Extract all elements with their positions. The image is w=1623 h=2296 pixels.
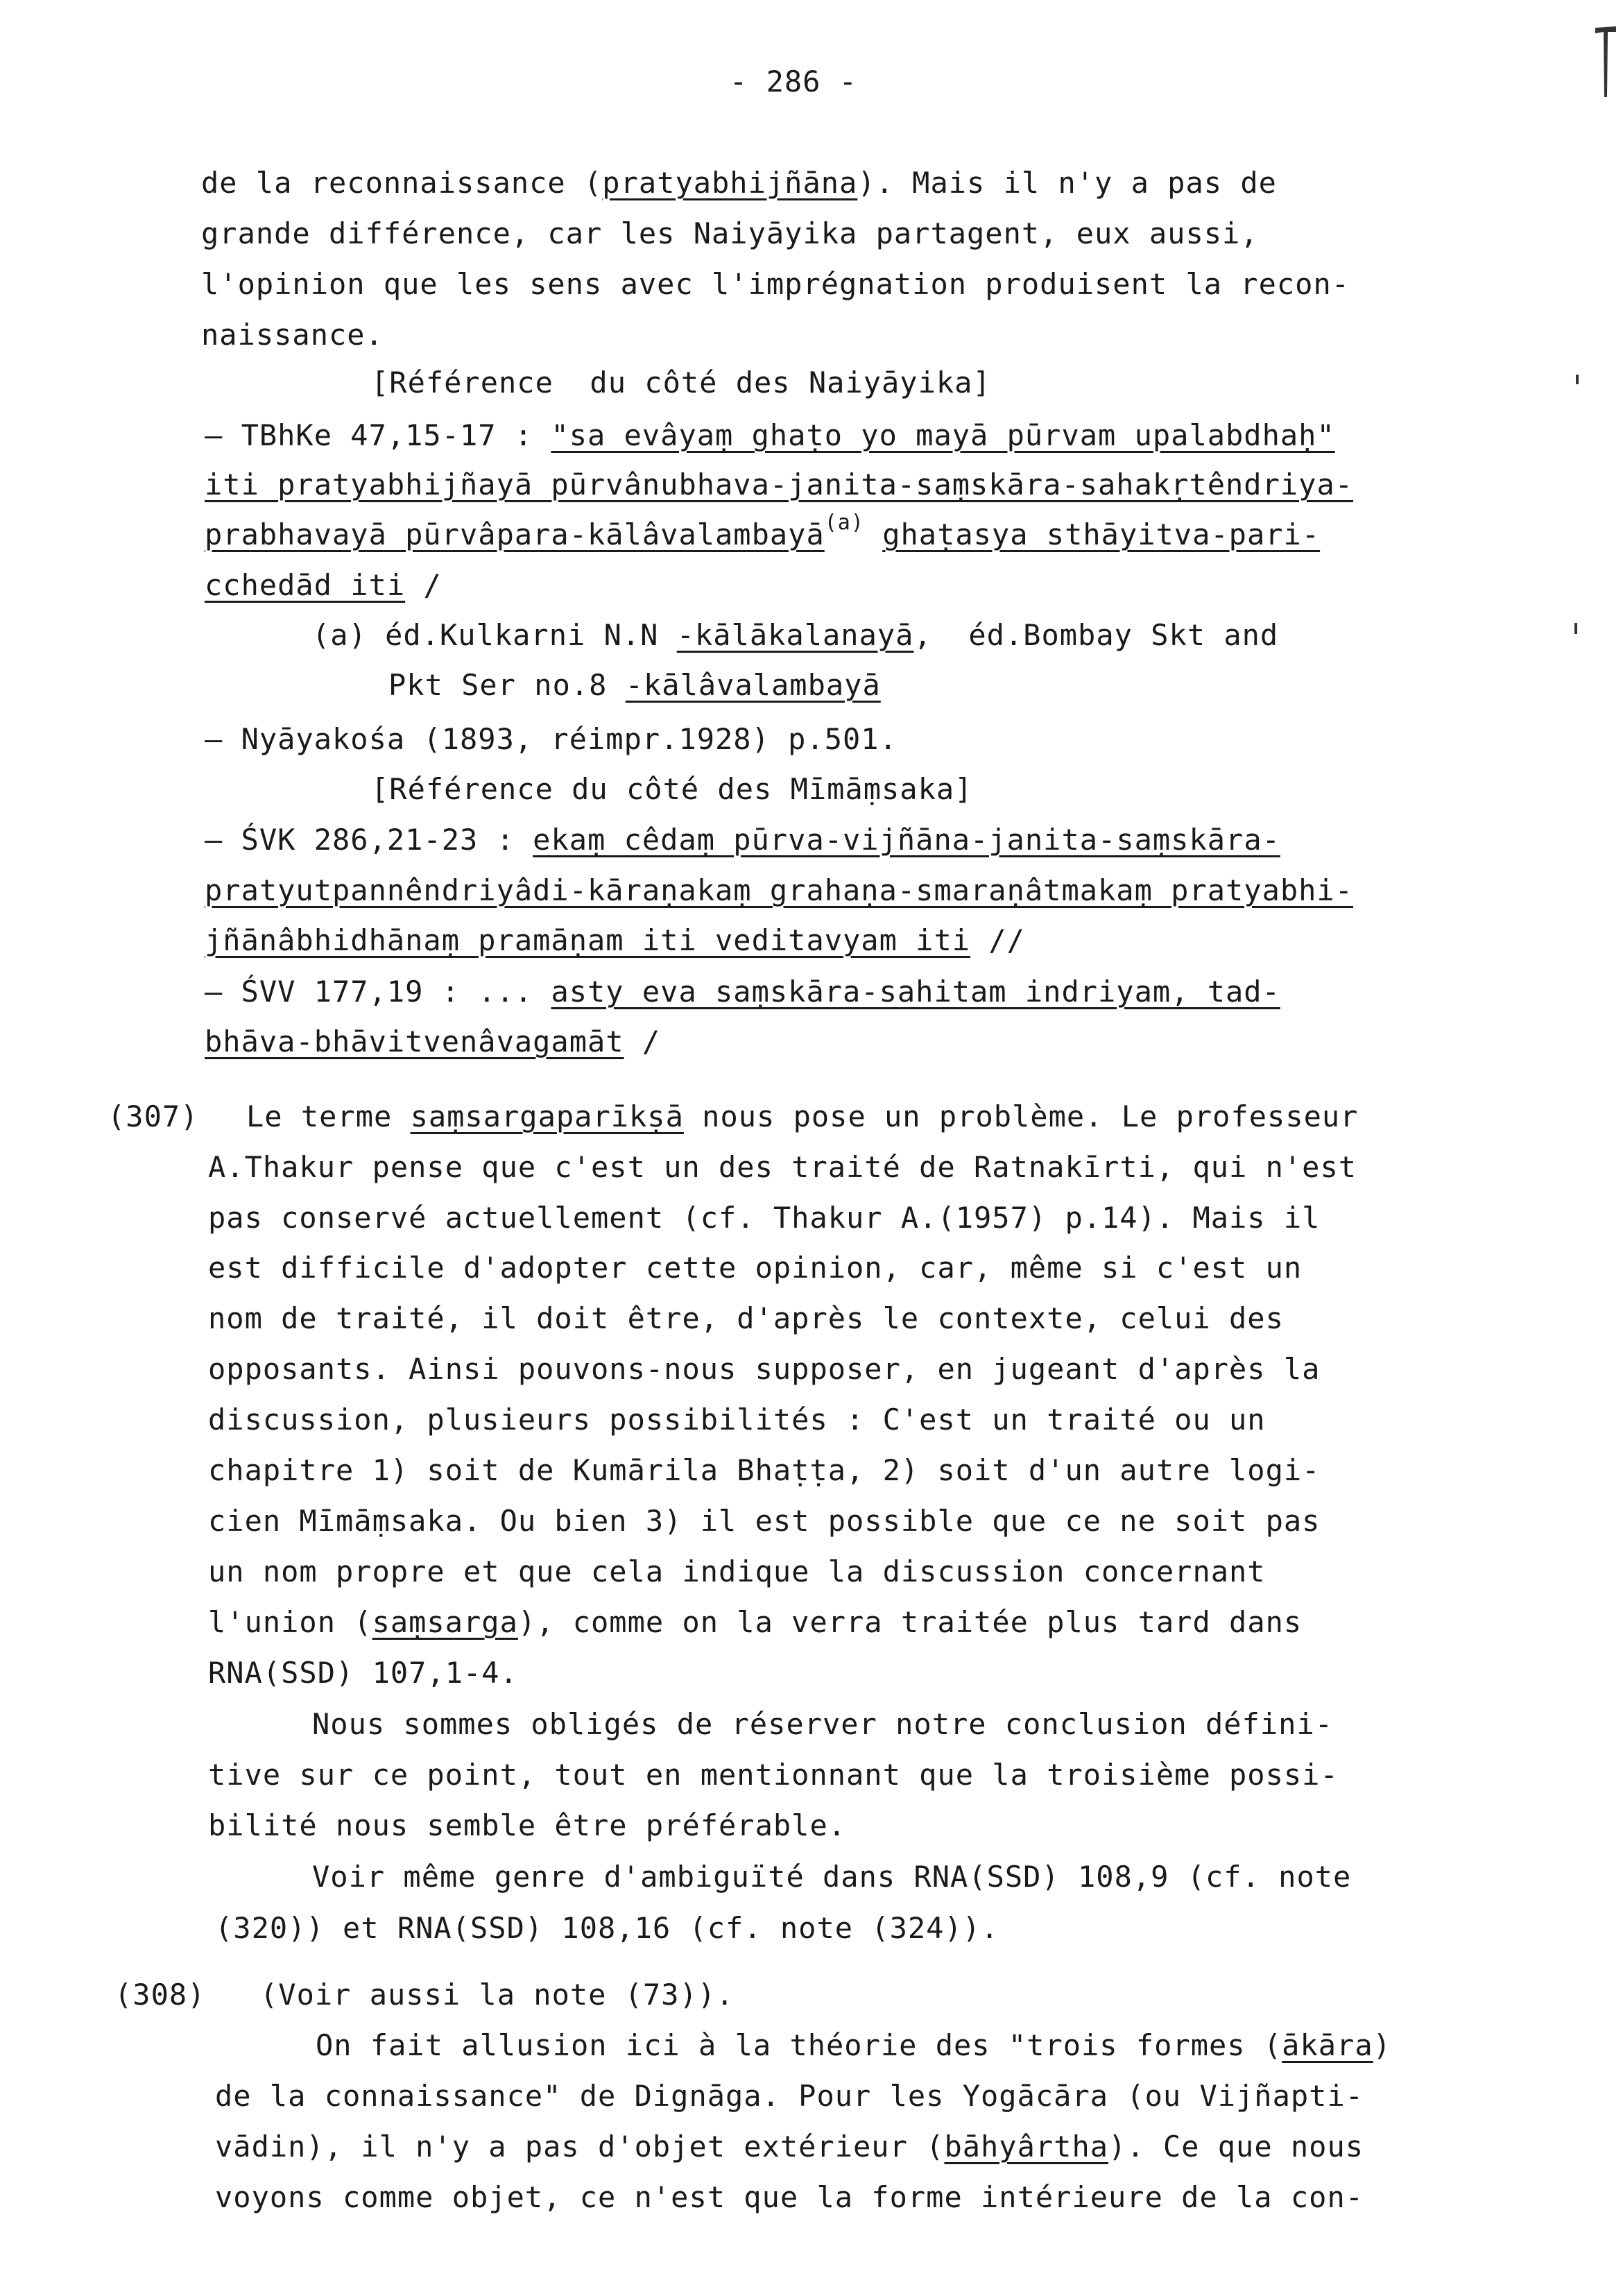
quote-text: asty eva saṃskāra-sahitam indriyam, tad-: [551, 975, 1280, 1009]
note-307-line-4: est difficile d'adopter cette opinion, car, même si c'est un: [208, 1251, 1303, 1285]
note-308-line-1: (Voir aussi la note (73)).: [260, 1978, 735, 2012]
note-307-line-6: opposants. Ainsi pouvons-nous supposer, en jugeant d'après la: [208, 1352, 1321, 1386]
note-307-p3-line-2: (320)) et RNA(SSD) 108,16 (cf. note (324)).: [215, 1911, 999, 1945]
text: – ŚVK 286,21-23 :: [205, 823, 533, 857]
quote-text: iti pratyabhijñayā pūrvânubhava-janita-saṃskāra-sahakṛtêndriya-: [205, 468, 1354, 502]
note-308-p2-line-4: voyons comme objet, ce n'est que la forme intérieure de la con-: [215, 2180, 1364, 2214]
page-number: - 286 -: [730, 65, 858, 98]
text: ), comme on la verra traitée plus tard dans: [517, 1605, 1303, 1639]
svk-line-2: [205, 873, 1353, 909]
quote-text: pratyutpannêndriyâdi-kāraṇakaṃ grahaṇa-smaraṇâtmakaṃ pratyabhi-: [205, 873, 1354, 907]
tbhke-line-3: [205, 511, 1321, 556]
note-307-p2-line-2: tive sur ce point, tout en mentionnant que la troisième possi-: [208, 1758, 1339, 1792]
note-307-line-5: nom de traité, il doit être, d'après le contexte, celui des: [208, 1301, 1284, 1335]
text: //: [970, 923, 1025, 957]
svv-line-2: [205, 1024, 660, 1060]
variant-footnote-line-2: [388, 667, 881, 703]
text: /: [624, 1025, 661, 1059]
term-samsarga: saṃsarga: [372, 1605, 518, 1639]
text: (a) éd.Kulkarni N.N: [312, 618, 677, 652]
text: ): [1373, 2028, 1391, 2062]
variant-reading: -kālākalanayā: [676, 618, 914, 652]
intro-line-2: grande différence, car les Naiyāyika partagent, eux aussi,: [201, 216, 1259, 250]
nyayakosa-line: – Nyāyakośa (1893, réimpr.1928) p.501.: [205, 722, 898, 756]
quote-text: cchedād iti: [205, 568, 406, 602]
text: , éd.Bombay Skt and: [913, 618, 1279, 652]
note-307-line-2: A.Thakur pense que c'est un des traité de Ratnakīrti, qui n'est: [208, 1150, 1357, 1184]
term-akara: ākāra: [1282, 2028, 1373, 2062]
quote-text: ekaṃ cêdaṃ pūrva-vijñāna-janita-saṃskāra-: [533, 823, 1280, 857]
svk-line-1: [205, 822, 1280, 858]
note-307-line-9: cien Mīmāṃsaka. Ou bien 3) il est possible que ce ne soit pas: [208, 1504, 1321, 1538]
note-307-line-7: discussion, plusieurs possibilités : C'est un traité ou un: [208, 1403, 1266, 1437]
note-307-p2-line-3: bilité nous semble être préférable.: [208, 1808, 847, 1842]
text: On fait allusion ici à la théorie des "trois formes (: [316, 2028, 1282, 2062]
note-307-p2-line-1: Nous sommes obligés de réserver notre conclusion défini-: [312, 1707, 1334, 1741]
text: de la reconnaissance (: [201, 166, 603, 200]
svv-line-1: [205, 974, 1280, 1010]
quote-text: ghaṭasya sthāyitva-pari-: [882, 517, 1321, 551]
svk-line-3: [205, 923, 1025, 959]
quote-text: jñānâbhidhānaṃ pramāṇam iti veditavyam iti: [205, 923, 971, 957]
text: ). Mais il n'y a pas de: [857, 166, 1277, 200]
text: [864, 517, 882, 551]
note-308-p2-line-2: de la connaissance" de Dignāga. Pour les Yogācāra (ou Vijñapti-: [215, 2079, 1364, 2113]
note-307-p3-line-1: Voir même genre d'ambiguïté dans RNA(SSD) 108,9 (cf. note: [312, 1860, 1352, 1894]
ref-mimamsaka-heading: [Référence du côté des Mīmāṃsaka]: [371, 772, 973, 806]
ref-naiyayika-heading: [Référence du côté des Naiyāyika]: [371, 366, 991, 400]
term-bahyartha: bāhyârtha: [944, 2130, 1109, 2164]
term-samsargapariksa: saṃsargaparīkṣā: [410, 1099, 684, 1133]
quote-text: prabhavayā pūrvâpara-kālâvalambayā: [205, 517, 825, 551]
note-307-line-8: chapitre 1) soit de Kumārila Bhaṭṭa, 2) soit d'un autre logi-: [208, 1453, 1321, 1487]
text: Le terme: [246, 1099, 411, 1133]
note-308-p2-line-1: [316, 2028, 1391, 2064]
intro-line-3: l'opinion que les sens avec l'imprégnation produisent la recon-: [201, 267, 1350, 301]
text: l'union (: [208, 1605, 372, 1639]
tbhke-line-2: [205, 467, 1353, 503]
note-307-line-12: RNA(SSD) 107,1-4.: [208, 1656, 518, 1690]
note-307-label: (307): [108, 1099, 199, 1133]
tbhke-line-4: [205, 567, 442, 603]
note-308-label: (308): [114, 1978, 206, 2012]
note-307-line-1: [246, 1099, 1358, 1135]
page-corner-mark: [1595, 21, 1616, 97]
tbhke-line-1: [205, 418, 1335, 454]
note-307-line-11: [208, 1604, 1302, 1640]
note-307-line-3: pas conservé actuellement (cf. Thakur A.(1957) p.14). Mais il: [208, 1201, 1321, 1235]
text: – ŚVV 177,19 : ...: [205, 975, 551, 1009]
intro-line-4: naissance.: [201, 318, 384, 352]
text: /: [405, 568, 442, 602]
term-pratyabhijnana: pratyabhijñāna: [602, 166, 858, 200]
variant-footnote-line-1: [312, 617, 1278, 653]
text: Pkt Ser no.8: [388, 668, 626, 702]
intro-line-1: [201, 165, 1277, 201]
text: nous pose un problème. Le professeur: [683, 1099, 1359, 1133]
footnote-marker: (a): [824, 511, 864, 535]
quote-text: bhāva-bhāvitvenâvagamāt: [205, 1025, 624, 1059]
text: ). Ce que nous: [1108, 2130, 1364, 2164]
margin-speck: [1576, 375, 1579, 384]
note-307-line-10: un nom propre et que cela indique la discussion concernant: [208, 1554, 1266, 1588]
quote-text: "sa evâyaṃ ghaṭo yo mayā pūrvam upalabdhaḥ": [551, 418, 1335, 452]
note-308-p2-line-3: [215, 2129, 1364, 2165]
variant-reading: -kālâvalambayā: [625, 668, 881, 702]
margin-speck: [1574, 623, 1577, 634]
text: – TBhKe 47,15-17 :: [205, 418, 551, 452]
text: vādin), il n'y a pas d'objet extérieur (: [215, 2130, 945, 2164]
